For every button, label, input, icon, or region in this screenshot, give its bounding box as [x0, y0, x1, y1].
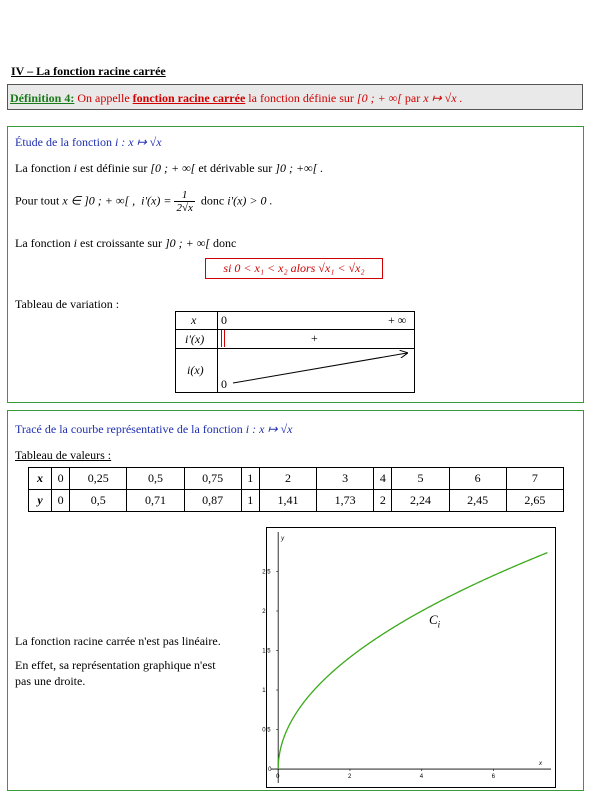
y-tick-label: 1 — [262, 688, 266, 695]
x-axis-label: x — [539, 761, 542, 768]
sqrt-chart — [262, 528, 555, 787]
remark-line1: En effet, sa représentation graphique n'est — [15, 658, 216, 672]
tableau-variation-label: Tableau de variation : — [15, 297, 120, 311]
variation-x-label: x — [191, 313, 197, 327]
values-x-cell: 0,75 — [184, 468, 241, 490]
trace-title-math: i : x ↦ √x — [245, 422, 293, 436]
values-y-cell: 0,87 — [184, 490, 241, 512]
double-bar-left — [221, 330, 222, 347]
sqrt-curve — [278, 553, 547, 769]
values-y-cell: 0,5 — [70, 490, 127, 512]
x-tick-label: 2 — [347, 774, 352, 781]
definition-label: Définition 4: — [10, 91, 75, 105]
values-y-cell: 2,65 — [506, 490, 563, 512]
variation-table — [175, 311, 415, 393]
y-tick-label: 2 — [262, 609, 266, 616]
values-y-cell: 0,71 — [127, 490, 184, 512]
condition-box — [205, 258, 383, 279]
trace-title: Tracé de la courbe représentative de la fonction i : x ↦ √x — [15, 422, 293, 436]
section-title: IV – La fonction racine carrée — [11, 64, 166, 78]
definition-mapping: x ↦ √x . — [423, 91, 463, 105]
etude-title: Étude de la fonction i : x ↦ √x — [15, 135, 162, 149]
y-tick-label: 1.5 — [262, 648, 271, 655]
derivative-fraction: $\frac{1}{2√x}$ — [176, 189, 193, 214]
definition-line — [10, 91, 463, 106]
values-y-cell: 2 — [374, 490, 392, 512]
values-x-cell: 2 — [259, 468, 316, 490]
values-y-cell: 0 — [52, 490, 70, 512]
curve-label: $C_i$ — [429, 612, 441, 630]
values-y-cell: 1,41 — [259, 490, 316, 512]
origin-label: 0 — [268, 767, 272, 774]
x-tick-label: 6 — [491, 774, 495, 781]
values-y-cell: 1,73 — [317, 490, 374, 512]
values-x-label: x — [29, 468, 52, 490]
x-tick-label: 4 — [419, 774, 424, 781]
values-x-cell: 7 — [506, 468, 563, 490]
definition-intro: On appelle — [77, 91, 130, 105]
y-tick-label: 2.5 — [262, 569, 271, 576]
etude-line1: La fonction i est définie sur [0 ; + ∞[ et dérivable sur ]0 ; +∞[ . — [15, 161, 324, 175]
etude-title-math: i : x ↦ √x — [114, 135, 162, 149]
values-table — [28, 467, 564, 512]
definition-text: la fonction définie sur — [248, 91, 354, 105]
values-x-cell: 6 — [449, 468, 506, 490]
values-y-label: y — [29, 490, 52, 512]
values-y-cell: 2,45 — [449, 490, 506, 512]
values-x-cell: 0,5 — [127, 468, 184, 490]
values-y-cell: 1 — [241, 490, 259, 512]
values-x-cell: 3 — [317, 468, 374, 490]
condition-text: si 0 < x₁ < x₂ alors √x₁ < √x₂ — [223, 261, 365, 275]
etude-line3: La fonction i est croissante sur ]0 ; + ∞[ donc — [15, 236, 237, 250]
variation-x-end: + ∞ — [388, 313, 407, 327]
values-row-x — [29, 468, 564, 490]
remark-linear: La fonction racine carrée n'est pas linéaire. — [15, 634, 221, 648]
variation-divider-h1 — [175, 329, 415, 330]
variation-f-start: 0 — [221, 377, 227, 391]
y-tick-label: 0.5 — [262, 727, 271, 734]
values-x-cell: 4 — [374, 468, 392, 490]
values-x-cell: 0 — [52, 468, 70, 490]
values-x-cell: 0,25 — [70, 468, 127, 490]
x-tick-label: 0 — [276, 774, 280, 781]
graph-box — [262, 527, 556, 788]
remark-line2: pas une droite. — [15, 674, 86, 688]
variation-f-label: i(x) — [187, 363, 204, 377]
etude-line2: Pour tout x ∈ ]0 ; + ∞[ , i'(x) = $\frac{1}{2√x}$ donc i'(x) > 0 . — [15, 189, 273, 214]
values-y-cell: 2,24 — [392, 490, 449, 512]
definition-interval: [0 ; + ∞[ — [356, 91, 402, 105]
variation-deriv-label: i'(x) — [185, 332, 205, 346]
values-x-cell: 5 — [392, 468, 449, 490]
definition-par: par — [404, 91, 421, 105]
definition-term: fonction racine carrée — [132, 91, 246, 105]
variation-x-start: 0 — [221, 313, 227, 327]
values-x-cell: 1 — [241, 468, 259, 490]
variation-deriv-sign: + — [311, 331, 318, 345]
y-axis-label: y — [281, 536, 285, 542]
values-row-y — [29, 490, 564, 512]
double-bar-right — [224, 330, 225, 347]
variation-arrow — [175, 349, 415, 393]
tableau-valeurs-label: Tableau de valeurs : — [15, 448, 112, 462]
